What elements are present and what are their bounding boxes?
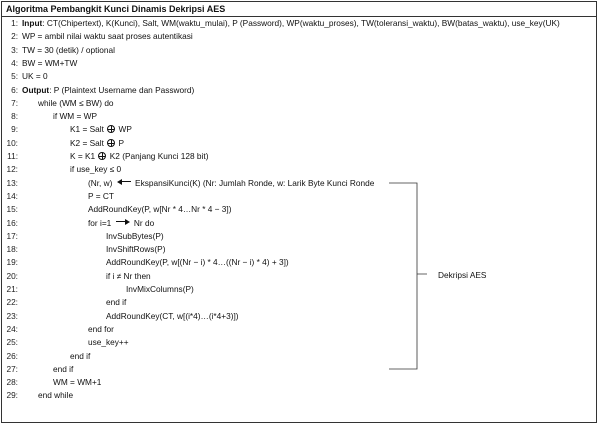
code-fragment: end while [38,390,74,401]
code-line [2,110,596,123]
code-line [2,389,596,402]
code-fragment: (Nr, w) [88,177,115,188]
line-number: 11: [7,151,18,161]
line-number: 2: [11,31,18,42]
code-text [22,84,194,97]
line-number: 9: [11,124,18,135]
code-fragment: end if [53,363,74,374]
arrow-right-icon [116,219,130,225]
code-line [2,30,596,43]
code-text [22,70,48,83]
code-fragment: WP [116,124,132,135]
code-line [2,283,596,296]
code-line [2,44,596,57]
code-text [106,230,164,243]
code-fragment: P [116,137,125,148]
line-number: 18: [6,244,18,255]
code-text [88,336,129,349]
code-text [106,243,165,256]
code-text [70,123,132,136]
code-line [2,57,596,70]
line-number: 29: [6,390,18,401]
code-line [2,376,596,389]
code-text [38,389,73,402]
code-text [106,296,126,309]
code-fragment: EkspansiKunci(K) (Nr: Jumlah Ronde, w: Larik Byte Kunci Ronde [132,177,375,188]
code-fragment: use_key++ [88,337,129,348]
code-line [2,336,596,349]
code-text [88,323,114,336]
dekripsi-aes-brace [387,182,427,370]
code-text [22,44,115,57]
code-fragment: end for [88,323,114,334]
code-line [2,230,596,243]
code-line [2,243,596,256]
code-fragment: InvMixColumns(P) [126,284,194,294]
line-number: 12: [6,164,18,175]
line-number: 7: [11,97,18,108]
line-number: 8: [11,111,18,122]
code-text [70,137,124,150]
code-fragment: while (WM ≤ BW) do [38,97,114,108]
xor-icon [107,139,115,147]
code-text [53,376,101,389]
algorithm-box [1,1,597,423]
line-number: 5: [11,71,18,82]
line-number: 21: [6,284,18,294]
line-number: 20: [6,270,18,281]
xor-icon [98,152,106,160]
xor-icon [107,125,115,133]
code-fragment: Nr do [131,217,155,228]
line-number: 28: [6,377,18,388]
code-fragment: if WM = WP [53,111,98,122]
code-fragment: for i=1 [88,217,114,228]
code-text [70,150,208,163]
code-fragment: WM = WM+1 [53,377,102,388]
code-line [2,163,596,176]
code-line [2,203,596,216]
code-line [2,137,596,150]
code-line [2,150,596,163]
code-fragment: BW = WM+TW [22,57,78,68]
code-fragment: : P (Plaintext Username dan Password) [49,84,195,95]
code-line [2,97,596,110]
code-fragment: InvSubBytes(P) [106,230,164,241]
code-text [106,270,151,283]
code-fragment: K2 (Panjang Kunci 128 bit) [107,151,209,161]
code-line [2,350,596,363]
code-line [2,310,596,323]
code-line [2,256,596,269]
code-text [126,283,194,296]
line-number: 19: [6,257,18,268]
code-fragment: WP = ambil nilai waktu saat proses autentikasi [22,31,193,42]
code-fragment: TW = 30 (detik) / optional [22,44,115,55]
keyword: Input [22,18,43,28]
line-number: 10: [6,137,18,148]
code-fragment: UK = 0 [22,71,48,82]
line-number: 23: [6,310,18,321]
code-fragment: end if [70,350,91,361]
code-fragment: K1 = Salt [70,124,107,135]
code-fragment: K = K1 [70,151,98,161]
algorithm-title: Algoritma Pembangkit Kunci Dinamis Dekripsi AES [6,4,226,14]
code-line [2,270,596,283]
line-number: 3: [11,44,18,55]
line-number: 17: [6,230,18,241]
code-line [2,17,596,30]
code-text [70,163,121,176]
line-number: 13: [6,177,18,188]
code-fragment: AddRoundKey(CT, w[(i*4)…(i*4+3)]) [106,310,239,321]
code-fragment: InvShiftRows(P) [106,244,166,255]
code-fragment: AddRoundKey(P, w[Nr * 4…Nr * 4 − 3]) [88,204,232,215]
code-text [70,350,90,363]
code-line [2,190,596,203]
line-number: 25: [6,337,18,348]
line-number: 1: [11,18,18,28]
code-line [2,217,596,230]
code-text [22,57,77,70]
code-line [2,363,596,376]
code-fragment: end if [106,297,127,308]
code-line [2,323,596,336]
dekripsi-aes-label: Dekripsi AES [438,270,487,280]
code-fragment: if use_key ≤ 0 [70,164,122,175]
code-fragment: if i ≠ Nr then [106,270,151,281]
line-number: 24: [6,323,18,334]
code-line [2,296,596,309]
keyword: Output [22,84,50,95]
line-number: 22: [6,297,18,308]
code-text [88,203,232,216]
code-text [22,17,560,30]
line-number: 27: [6,363,18,374]
line-number: 26: [6,350,18,361]
code-text [88,190,114,203]
code-text [38,97,114,110]
code-fragment: K2 = Salt [70,137,107,148]
code-fragment: AddRoundKey(P, w[(Nr − i) * 4…((Nr − i) * 4) + 3]) [106,257,289,268]
code-text [53,363,73,376]
code-line [2,177,596,190]
code-fragment: P = CT [88,190,114,201]
line-number: 4: [11,57,18,68]
code-text [22,30,193,43]
code-text [106,310,239,323]
line-number: 14: [6,190,18,201]
code-fragment: : CT(Chipertext), K(Kunci), Salt, WM(waktu_mulai), P (Password), WP(waktu_proses), TW(toleransi_waktu), BW(batas_waktu), use_key(UK) [42,18,560,28]
code-line [2,123,596,136]
line-number: 15: [6,204,18,215]
code-text [106,256,289,269]
code-line [2,84,596,97]
arrow-left-icon [117,179,131,185]
code-text [88,177,374,190]
line-number: 6: [11,84,18,95]
line-number: 16: [6,217,18,228]
code-text [88,217,154,230]
code-line [2,70,596,83]
code-text [53,110,97,123]
